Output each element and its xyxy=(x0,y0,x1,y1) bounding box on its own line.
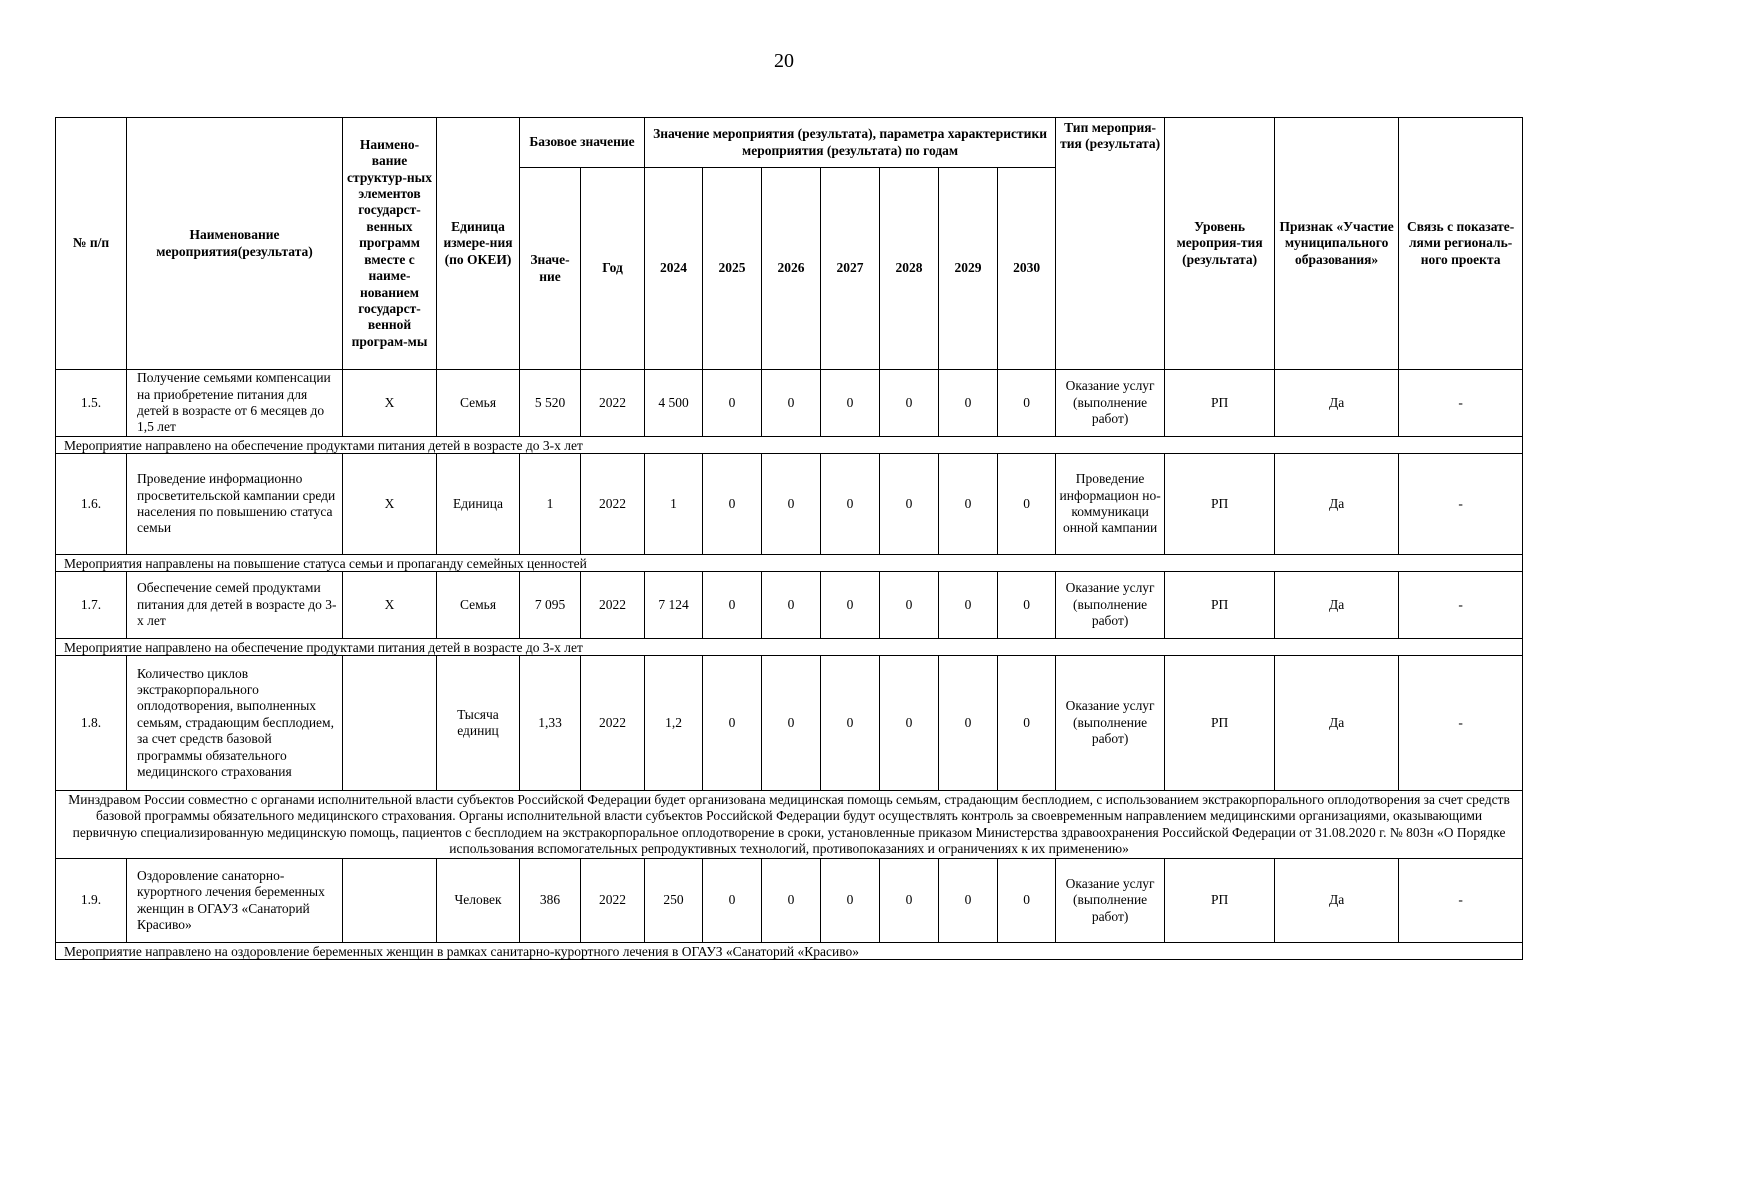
table-row xyxy=(56,370,1523,437)
header-year: 2026 xyxy=(762,168,821,370)
row-value-2030: 0 xyxy=(998,572,1056,639)
header-values-by-year: Значение мероприятия (результата), параметра характеристики мероприятия (результата) по годам xyxy=(645,118,1056,168)
header-name: Наименование мероприятия(результата) xyxy=(127,118,343,370)
header-unit: Единица измере-ния (по ОКЕИ) xyxy=(437,118,520,370)
row-value-2030: 0 xyxy=(998,859,1056,943)
row-value-2025: 0 xyxy=(703,859,762,943)
row-level: РП xyxy=(1165,454,1275,555)
row-value-2028: 0 xyxy=(880,656,939,791)
header-base-year: Год xyxy=(581,168,645,370)
row-type: Проведение информацион но-коммуникаци онной кампании xyxy=(1056,454,1165,555)
row-municipal: Да xyxy=(1275,859,1399,943)
row-link: - xyxy=(1399,656,1523,791)
row-unit: Тысяча единиц xyxy=(437,656,520,791)
header-base-value: Значе-ние xyxy=(520,168,581,370)
header-year: 2025 xyxy=(703,168,762,370)
note-row xyxy=(56,943,1523,960)
note-row xyxy=(56,437,1523,454)
row-base-year: 2022 xyxy=(581,859,645,943)
row-value-2027: 0 xyxy=(821,370,880,437)
row-base-year: 2022 xyxy=(581,572,645,639)
row-municipal: Да xyxy=(1275,370,1399,437)
row-value-2025: 0 xyxy=(703,454,762,555)
row-base-value: 1,33 xyxy=(520,656,581,791)
row-value-2024: 4 500 xyxy=(645,370,703,437)
row-level: РП xyxy=(1165,656,1275,791)
header-link: Связь с показате-лями региональ-ного проекта xyxy=(1399,118,1523,370)
row-value-2029: 0 xyxy=(939,572,998,639)
row-type: Оказание услуг (выполнение работ) xyxy=(1056,370,1165,437)
row-value-2028: 0 xyxy=(880,454,939,555)
header-year: 2024 xyxy=(645,168,703,370)
row-unit: Семья xyxy=(437,370,520,437)
row-value-2025: 0 xyxy=(703,656,762,791)
row-value-2025: 0 xyxy=(703,370,762,437)
note-row xyxy=(56,791,1523,859)
row-struct xyxy=(343,656,437,791)
table-row xyxy=(56,572,1523,639)
row-value-2029: 0 xyxy=(939,656,998,791)
row-value-2026: 0 xyxy=(762,370,821,437)
table-row xyxy=(56,454,1523,555)
row-name: Количество циклов экстракорпорального оплодотворения, выполненных семьям, страдающим бесплодием, за счет средств базовой программы обязательного медицинского страхования xyxy=(127,656,343,791)
header-type: Тип мероприя-тия (результата) xyxy=(1056,118,1165,370)
page-number: 20 xyxy=(774,50,794,72)
row-link: - xyxy=(1399,572,1523,639)
row-type: Оказание услуг (выполнение работ) xyxy=(1056,859,1165,943)
row-base-year: 2022 xyxy=(581,370,645,437)
row-level: РП xyxy=(1165,859,1275,943)
header-year: 2027 xyxy=(821,168,880,370)
row-value-2025: 0 xyxy=(703,572,762,639)
row-num: 1.5. xyxy=(56,370,127,437)
row-name: Проведение информационно просветительской кампании среди населения по повышению статуса семьи xyxy=(127,454,343,555)
row-value-2030: 0 xyxy=(998,656,1056,791)
row-value-2027: 0 xyxy=(821,572,880,639)
row-value-2024: 250 xyxy=(645,859,703,943)
row-municipal: Да xyxy=(1275,572,1399,639)
row-name: Получение семьями компенсации на приобретение питания для детей в возрасте от 6 месяцев до 1,5 лет xyxy=(127,370,343,437)
row-unit: Единица xyxy=(437,454,520,555)
row-value-2029: 0 xyxy=(939,454,998,555)
row-value-2026: 0 xyxy=(762,572,821,639)
row-value-2024: 1 xyxy=(645,454,703,555)
row-value-2027: 0 xyxy=(821,454,880,555)
header-year: 2030 xyxy=(998,168,1056,370)
note-row xyxy=(56,639,1523,656)
row-level: РП xyxy=(1165,572,1275,639)
row-value-2024: 1,2 xyxy=(645,656,703,791)
header-year: 2028 xyxy=(880,168,939,370)
row-value-2026: 0 xyxy=(762,454,821,555)
row-value-2028: 0 xyxy=(880,572,939,639)
row-municipal: Да xyxy=(1275,656,1399,791)
row-municipal: Да xyxy=(1275,454,1399,555)
row-link: - xyxy=(1399,370,1523,437)
header-level: Уровень мероприя-тия (результата) xyxy=(1165,118,1275,370)
row-struct: Х xyxy=(343,370,437,437)
row-link: - xyxy=(1399,859,1523,943)
row-num: 1.7. xyxy=(56,572,127,639)
row-unit: Человек xyxy=(437,859,520,943)
header-year: 2029 xyxy=(939,168,998,370)
row-base-year: 2022 xyxy=(581,454,645,555)
row-note: Мероприятие направлено на обеспечение продуктами питания детей в возрасте до 3-х лет xyxy=(56,437,1523,454)
row-struct: Х xyxy=(343,572,437,639)
row-num: 1.8. xyxy=(56,656,127,791)
header-base: Базовое значение xyxy=(520,118,645,168)
row-value-2027: 0 xyxy=(821,656,880,791)
row-base-year: 2022 xyxy=(581,656,645,791)
row-name: Оздоровление санаторно-курортного лечения беременных женщин в ОГАУЗ «Санаторий Красиво» xyxy=(127,859,343,943)
row-value-2028: 0 xyxy=(880,859,939,943)
table-row xyxy=(56,656,1523,791)
row-note: Мероприятия направлены на повышение статуса семьи и пропаганду семейных ценностей xyxy=(56,555,1523,572)
row-base-value: 5 520 xyxy=(520,370,581,437)
row-base-value: 1 xyxy=(520,454,581,555)
row-level: РП xyxy=(1165,370,1275,437)
row-struct xyxy=(343,859,437,943)
row-base-value: 386 xyxy=(520,859,581,943)
row-struct: Х xyxy=(343,454,437,555)
row-value-2028: 0 xyxy=(880,370,939,437)
row-value-2029: 0 xyxy=(939,859,998,943)
row-note: Мероприятие направлено на обеспечение продуктами питания детей в возрасте до 3-х лет xyxy=(56,639,1523,656)
row-note: Мероприятие направлено на оздоровление беременных женщин в рамках санитарно-курортного лечения в ОГАУЗ «Санаторий «Красиво» xyxy=(56,943,1523,960)
row-num: 1.9. xyxy=(56,859,127,943)
events-table xyxy=(55,117,1523,960)
table-row xyxy=(56,859,1523,943)
row-value-2024: 7 124 xyxy=(645,572,703,639)
row-value-2026: 0 xyxy=(762,859,821,943)
header-num: № п/п xyxy=(56,118,127,370)
header-row-1 xyxy=(56,118,1523,168)
row-value-2027: 0 xyxy=(821,859,880,943)
row-num: 1.6. xyxy=(56,454,127,555)
row-note: Минздравом России совместно с органами исполнительной власти субъектов Российской Федерации будет организована медицинская помощь семьям, страдающим бесплодием, с использованием экстракорпорального оплодотворения за счет средств базовой программы обязательного медицинского страхования. Органы исполнительной власти субъектов Российской Федерации будут осуществлять контроль за своевременным направлением медицинскими организациями, оказывающими первичную специализированную медицинскую помощь, пациентов с бесплодием на экстракорпоральное оплодотворение в сроки, установленные приказом Министерства здравоохранения Российской Федерации от 31.08.2020 г. № 803н «О Порядке использования вспомогательных репродуктивных технологий, противопоказаниях и ограничениях к их применению» xyxy=(56,791,1523,859)
header-municipal: Признак «Участие муниципального образования» xyxy=(1275,118,1399,370)
row-value-2026: 0 xyxy=(762,656,821,791)
row-value-2030: 0 xyxy=(998,454,1056,555)
row-type: Оказание услуг (выполнение работ) xyxy=(1056,656,1165,791)
row-type: Оказание услуг (выполнение работ) xyxy=(1056,572,1165,639)
row-base-value: 7 095 xyxy=(520,572,581,639)
row-value-2030: 0 xyxy=(998,370,1056,437)
header-struct: Наимено-вание структур-ных элементов государст-венных программ вместе с наиме-нованием государст-венной програм-мы xyxy=(343,118,437,370)
row-name: Обеспечение семей продуктами питания для детей в возрасте до 3-х лет xyxy=(127,572,343,639)
row-value-2029: 0 xyxy=(939,370,998,437)
row-unit: Семья xyxy=(437,572,520,639)
note-row xyxy=(56,555,1523,572)
row-link: - xyxy=(1399,454,1523,555)
